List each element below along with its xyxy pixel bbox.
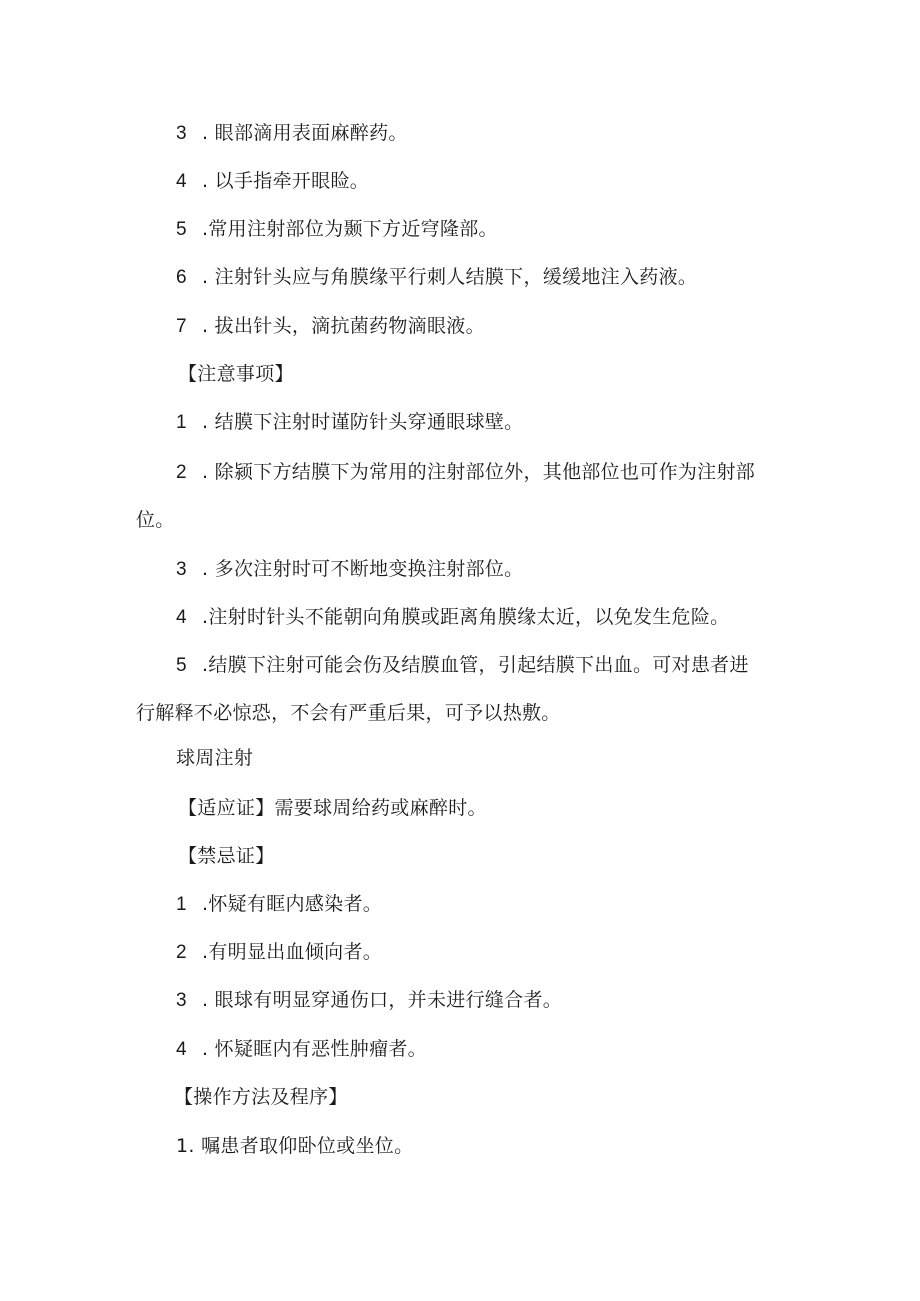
list-number: 4	[176, 607, 187, 628]
contraindication-4	[176, 1037, 427, 1062]
precaution-2-continued: 位。	[136, 509, 175, 531]
section-heading-procedure: 【操作方法及程序】	[174, 1086, 348, 1108]
step-3-topical-anesthesia	[176, 121, 408, 146]
list-number: 3	[176, 123, 187, 144]
list-text: .结膜下注射可能会伤及结膜血管，引起结膜下出血。可对患者进	[202, 654, 749, 676]
list-text: . 多次注射时可不断地变换注射部位。	[202, 558, 524, 580]
list-number: 4	[176, 1039, 187, 1060]
list-text: . 注射针头应与角膜缘平行刺人结膜下，缓缓地注入药液。	[202, 266, 698, 288]
list-number: 2	[176, 942, 187, 963]
list-number: 5	[176, 219, 187, 240]
list-number: 4	[176, 171, 187, 192]
precaution-1	[176, 410, 523, 435]
list-number: 3	[176, 990, 187, 1011]
list-number: 1	[176, 412, 187, 433]
contraindication-1	[176, 892, 382, 917]
precaution-3	[176, 557, 523, 582]
list-text: .常用注射部位为颞下方近穹隆部。	[202, 218, 498, 240]
list-number: 6	[176, 267, 187, 288]
list-text: . 结膜下注射时谨防针头穿通眼球壁。	[202, 411, 524, 433]
list-number: 5	[176, 655, 187, 676]
list-text: . 以手指牵开眼睑。	[202, 170, 370, 192]
list-number: 2	[176, 462, 187, 483]
precaution-2	[176, 460, 755, 485]
list-number: 7	[176, 316, 187, 337]
list-number: 3	[176, 559, 187, 580]
list-text: . 眼球有明显穿通伤口，并未进行缝合者。	[202, 989, 563, 1011]
precaution-5-continued: 行解释不必惊恐，不会有严重后果，可予以热敷。	[136, 702, 561, 724]
precaution-4	[176, 605, 729, 630]
section-heading-contraindications: 【禁忌证】	[178, 845, 275, 867]
step-5-injection-site	[176, 217, 498, 242]
contraindication-3	[176, 988, 562, 1013]
step-7-withdraw-needle	[176, 314, 485, 339]
section-title-peribulbar-injection: 球周注射	[176, 747, 254, 769]
contraindication-2	[176, 940, 382, 965]
list-text: . 拔出针头，滴抗菌药物滴眼液。	[202, 315, 485, 337]
list-text: .注射时针头不能朝向角膜或距离角膜缘太近，以免发生危险。	[202, 606, 730, 628]
step-6-needle-direction	[176, 265, 697, 290]
indications: 【适应证】需要球周给药或麻醉时。	[178, 797, 487, 819]
list-number: 1	[176, 894, 187, 915]
step-4-open-eyelid	[176, 169, 369, 194]
procedure-step-1: 1. 嘱患者取仰卧位或坐位。	[176, 1135, 414, 1157]
list-text: . 怀疑眶内有恶性肿瘤者。	[202, 1038, 427, 1060]
list-text: .怀疑有眶内感染者。	[202, 893, 383, 915]
list-text: .有明显出血倾向者。	[202, 941, 383, 963]
section-heading-precautions: 【注意事项】	[178, 363, 294, 385]
list-text: . 除颍下方结膜下为常用的注射部位外，其他部位也可作为注射部	[202, 461, 756, 483]
precaution-5	[176, 653, 749, 678]
list-text: . 眼部滴用表面麻醉药。	[202, 122, 408, 144]
